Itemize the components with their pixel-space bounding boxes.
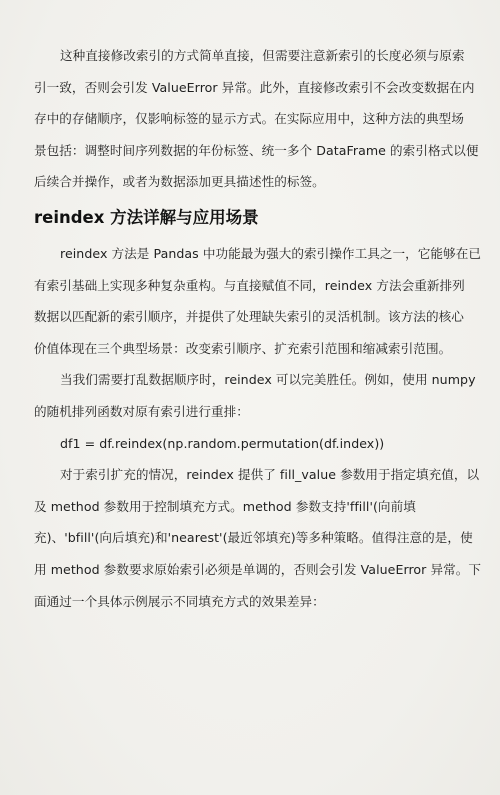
text-line: 引一致，否则会引发 ValueError 异常。此外，直接修改索引不会改变数据在内 bbox=[34, 79, 475, 95]
text-line: 存中的存储顺序，仅影响标签的显示方式。在实际应用中，这种方法的典型场 bbox=[34, 111, 464, 127]
text-line: 数据以匹配新的索引顺序，并提供了处理缺失索引的灵活机制。该方法的核心 bbox=[34, 309, 464, 325]
text-line: 景包括：调整时间序列数据的年份标签、统一多个 DataFrame 的索引格式以便 bbox=[34, 142, 479, 158]
text-line: 及 method 参数用于控制填充方式。method 参数支持'ffill'(向前填 bbox=[34, 498, 416, 514]
text-line: 这种直接修改索引的方式简单直接，但需要注意新索引的长度必须与原索 bbox=[60, 48, 465, 63]
text-line: 充)、'bfill'(向后填充)和'nearest'(最近邻填充)等多种策略。值得注意的是，使 bbox=[34, 530, 473, 546]
text-line: 面通过一个具体示例展示不同填充方式的效果差异： bbox=[34, 593, 325, 609]
text-line: 对于索引扩充的情况，reindex 提供了 fill_value 参数用于指定填充值，以 bbox=[60, 467, 480, 483]
text-line: 有索引基础上实现多种复杂重构。与直接赋值不同，reindex 方法会重新排列 bbox=[34, 277, 465, 293]
text-line: 后续合并操作，或者为数据添加更具描述性的标签。 bbox=[34, 174, 325, 190]
text-line: 当我们需要打乱数据顺序时，reindex 可以完美胜任。例如，使用 numpy bbox=[60, 372, 476, 388]
section-heading: reindex 方法详解与应用场景 bbox=[34, 207, 259, 227]
paragraph-reindex-intro bbox=[34, 238, 482, 364]
paragraph-shuffle-order bbox=[34, 364, 476, 427]
text-line: reindex 方法是 Pandas 中功能最为强大的索引操作工具之一，它能够在已 bbox=[60, 245, 482, 261]
code-line: df1 = df.reindex(np.random.permutation(df.index)) bbox=[60, 435, 385, 451]
paragraph-fill-methods bbox=[34, 459, 482, 617]
text-line: 用 method 参数要求原始索引必须是单调的，否则会引发 ValueError 异常。下 bbox=[34, 561, 482, 577]
code-example bbox=[34, 428, 466, 460]
text-line: 的随机排列函数对原有索引进行重排： bbox=[34, 403, 249, 419]
text-line: 价值体现在三个典型场景：改变索引顺序、扩充索引范围和缩减索引范围。 bbox=[34, 340, 452, 356]
paragraph-direct-index-modification bbox=[34, 40, 479, 198]
